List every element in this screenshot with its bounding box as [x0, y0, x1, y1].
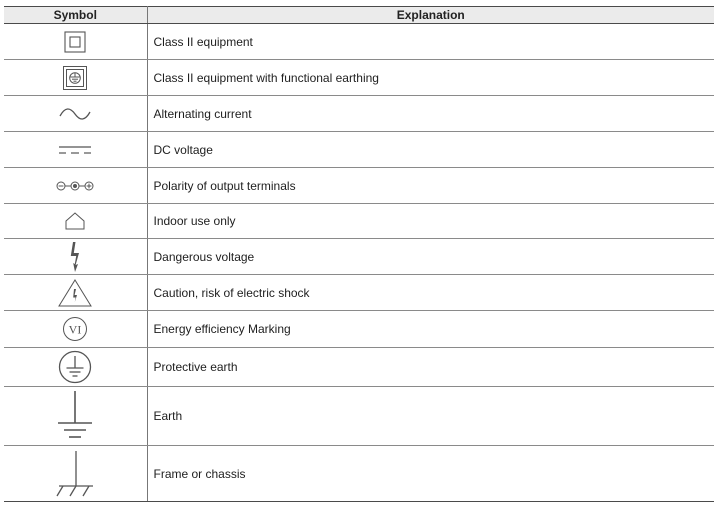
symbol-cell [4, 204, 147, 239]
class-ii-functional-earth-icon [63, 66, 87, 90]
explanation-cell: Protective earth [147, 348, 714, 387]
lightning-bolt-icon [68, 242, 82, 272]
symbols-table [4, 6, 714, 502]
table-header-row [4, 7, 714, 24]
table-row [4, 446, 714, 502]
symbol-cell [4, 24, 147, 60]
dc-voltage-icon [58, 144, 92, 156]
symbol-cell [4, 275, 147, 311]
alternating-current-icon [59, 107, 91, 121]
header-symbol: Symbol [4, 7, 147, 24]
symbol-cell [4, 60, 147, 96]
explanation-cell: Frame or chassis [147, 446, 714, 502]
warning-triangle-icon [58, 279, 92, 307]
explanation-cell: Energy efficiency Marking [147, 311, 714, 348]
symbol-cell [4, 132, 147, 168]
header-explanation: Explanation [147, 7, 714, 24]
symbol-cell [4, 311, 147, 348]
explanation-cell: Dangerous voltage [147, 239, 714, 275]
explanation-cell: Caution, risk of electric shock [147, 275, 714, 311]
table-row [4, 132, 714, 168]
table-row [4, 96, 714, 132]
table-row [4, 275, 714, 311]
explanation-cell: Class II equipment with functional earthing [147, 60, 714, 96]
table-row [4, 387, 714, 446]
class-ii-icon [64, 31, 86, 53]
table-row [4, 348, 714, 387]
explanation-cell: DC voltage [147, 132, 714, 168]
table-row [4, 168, 714, 204]
vi-mark-text: VI [68, 322, 82, 337]
table-row [4, 24, 714, 60]
protective-earth-icon [58, 350, 92, 384]
symbol-cell [4, 446, 147, 502]
symbol-cell [4, 387, 147, 446]
earth-icon [55, 390, 95, 442]
symbol-cell [4, 168, 147, 204]
table-row [4, 60, 714, 96]
table-row [4, 204, 714, 239]
frame-chassis-icon [54, 450, 96, 498]
explanation-cell: Alternating current [147, 96, 714, 132]
polarity-icon [55, 180, 95, 192]
indoor-house-icon [65, 212, 85, 230]
explanation-cell: Indoor use only [147, 204, 714, 239]
table-row [4, 239, 714, 275]
explanation-cell: Polarity of output terminals [147, 168, 714, 204]
table-row [4, 311, 714, 348]
explanation-cell: Earth [147, 387, 714, 446]
symbol-cell [4, 348, 147, 387]
energy-efficiency-vi-icon [62, 316, 88, 342]
symbol-cell [4, 96, 147, 132]
symbol-cell [4, 239, 147, 275]
explanation-cell: Class II equipment [147, 24, 714, 60]
